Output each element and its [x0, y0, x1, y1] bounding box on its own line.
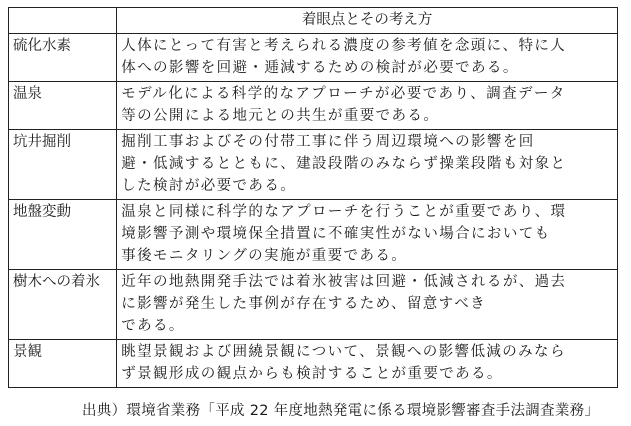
viewpoint-cell	[117, 270, 618, 340]
viewpoint-line: 境影響予測や環境保全措置に不確実性がない場合においても	[121, 226, 551, 242]
viewpoint-line: 眺望景観および囲繞景観について、景観への影響低減のみなら	[121, 344, 566, 360]
viewpoint-line: 体への影響を回避・逓減するための検討が必要である。	[121, 60, 519, 76]
viewpoint-cell	[117, 200, 618, 270]
viewpoint-line: 等の公開による地元との共生が重要である。	[121, 108, 440, 124]
viewpoint-cell	[117, 34, 618, 82]
header-viewpoint-cell: 着眼点とその考え方	[117, 8, 618, 34]
viewpoint-line: ず景観形成の観点からも検討することが重要である。	[121, 366, 503, 382]
viewpoint-line: 近年の地熱開発手法では着氷被害は回避・低減されるが、過去	[121, 274, 567, 290]
table-body	[9, 34, 618, 388]
viewpoint-cell	[117, 340, 618, 388]
viewpoint-line: 避・低減するとともに、建設段階のみならず操業段階も対象と	[121, 156, 567, 172]
viewpoint-line: に影響が発生した事例が存在するため、留意すべき	[121, 296, 487, 312]
viewpoint-line: 人体にとって有害と考えられる濃度の参考値を念頭に、特に人	[121, 38, 567, 54]
viewpoint-cell	[117, 130, 618, 200]
table-row	[9, 200, 618, 270]
viewpoint-line: 事後モニタリングの実施が重要である。	[121, 248, 408, 264]
viewpoint-cell	[117, 82, 618, 130]
viewpoint-line: である。	[121, 318, 185, 334]
topic-cell: 地盤変動	[9, 200, 117, 270]
topic-cell: 温泉	[9, 82, 117, 130]
topic-cell: 樹木への着氷	[9, 270, 117, 340]
viewpoint-line: モデル化による科学的なアプローチが必要であり、調査データ	[121, 86, 566, 102]
viewpoint-line: 掘削工事およびその付帯工事に伴う周辺環境への影響を回	[121, 134, 535, 150]
table-row	[9, 130, 618, 200]
table-row	[9, 340, 618, 388]
topic-cell: 硫化水素	[9, 34, 117, 82]
table-row	[9, 34, 618, 82]
topic-cell: 景観	[9, 340, 117, 388]
viewpoint-line: 温泉と同様に科学的なアプローチを行うことが重要であり、環	[121, 204, 567, 220]
consideration-table	[8, 7, 618, 388]
table-row	[9, 82, 618, 130]
topic-cell: 坑井掘削	[9, 130, 117, 200]
header-topic-cell	[9, 8, 117, 34]
table-row	[9, 270, 618, 340]
table-header-row	[9, 8, 618, 34]
source-citation: 出典）環境省業務「平成 22 年度地熱発電に係る環境影響審査手法調査業務」	[82, 403, 600, 419]
viewpoint-line: した検討が必要である。	[121, 178, 297, 194]
